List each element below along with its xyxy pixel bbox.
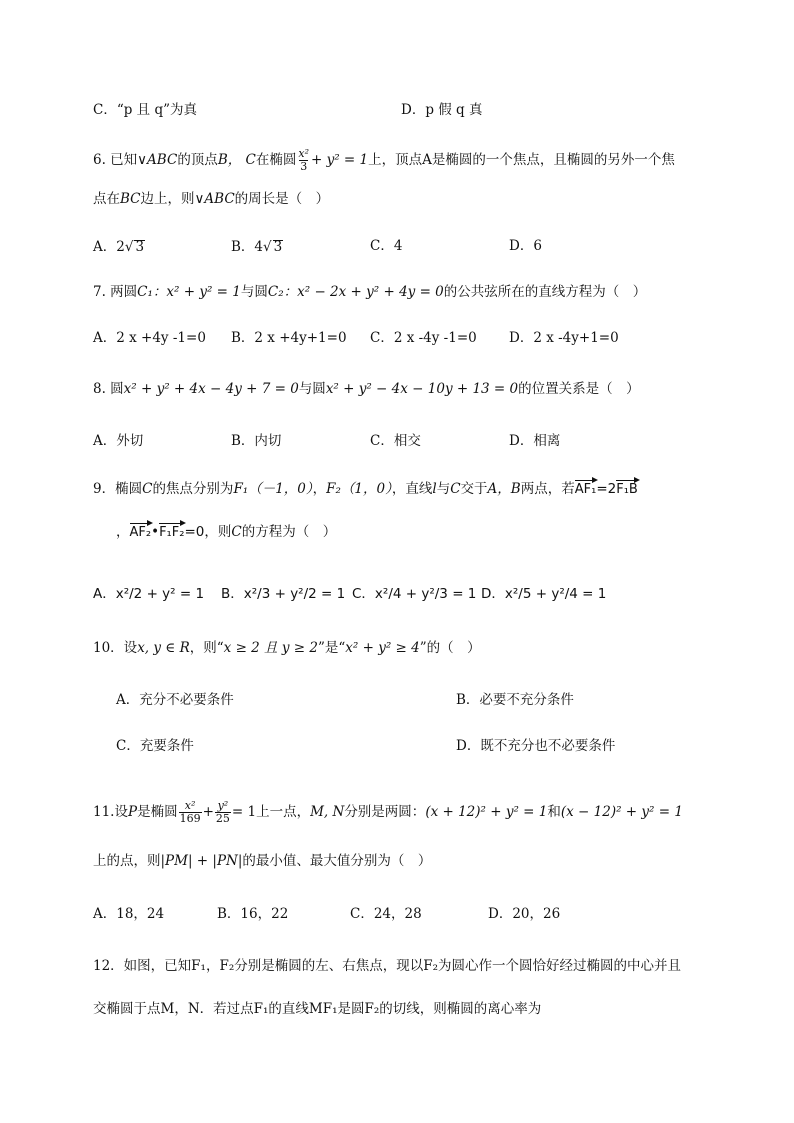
q9-stem-line2: ，AF₂•F₁F₂=0，则C的方程为（ ）	[116, 524, 337, 540]
q8-option-d: D．相离	[509, 433, 561, 449]
q11-option-d: D．20，26	[488, 906, 561, 922]
q11-option-a: A．18，24	[93, 906, 165, 922]
q10-option-c: C．充要条件	[116, 738, 194, 754]
q11-fraction-y: $\frac{\text{y²}}{25}$	[215, 799, 230, 826]
q11-option-c: C．24，28	[350, 906, 422, 922]
vector-f1f2: F₁F₂	[159, 525, 185, 540]
q11-option-b: B．16，22	[217, 906, 289, 922]
q10-option-d: D．既不充分也不必要条件	[456, 738, 616, 754]
q8-stem: 8. 圆x² + y² + 4x − 4y + 7 = 0与圆x² + y² − 4x − 10y + 13 = 0的位置关系是（ ）	[93, 381, 640, 397]
q9-option-b: B．x²/3 + y²/2 = 1	[221, 586, 346, 602]
q6-stem-line2: 点在BC边上，则∨ABC的周长是（ ）	[93, 191, 330, 207]
vector-f1b: F₁B	[616, 482, 638, 497]
q9-option-d: D．x²/5 + y²/4 = 1	[481, 586, 607, 602]
q6-option-b: B．4√ 3	[231, 239, 283, 255]
vector-af2: AF₂	[129, 525, 152, 540]
q8-option-c: C．相交	[370, 433, 421, 449]
q5-option-d: D．p 假 q 真	[401, 102, 483, 118]
q7-option-c: C．2 x -4y -1=0	[370, 330, 477, 346]
q8-option-a: A．外切	[93, 433, 144, 449]
q11-fraction-x: $\frac{\text{x²}}{169}$	[179, 799, 201, 826]
q10-option-a: A．充分不必要条件	[116, 692, 234, 708]
q5-option-c: C．“p 且 q”为真	[93, 102, 197, 118]
q11-stem-line1: 11.设P是椭圆 $\frac{\text{x²}}{169}$ + $\frac{\text{y²}}{25}$ = 1上一点，M, N分别是两圆：(x + 12)² + y² = 1和(x − 12)² + y² = 1	[93, 799, 683, 826]
q7-option-b: B．2 x +4y+1=0	[231, 330, 347, 346]
q7-stem: 7. 两圆C₁：x² + y² = 1与圆C₂：x² − 2x + y² + 4y = 0的公共弦所在的直线方程为（ ）	[93, 284, 647, 300]
q7-option-a: A．2 x +4y -1=0	[93, 330, 206, 346]
vector-af1: AF₁	[574, 482, 597, 497]
q6-option-c: C．4	[370, 238, 403, 254]
q9-stem-line1: 9．椭圆C的焦点分别为F₁（－1，0），F₂（1，0），直线l与C交于A，B两点，若AF₁=2F₁B	[93, 481, 638, 497]
q6-stem-line1: 6. 已知∨ABC的顶点B， C在椭圆 $\frac{\text{x²}}{3}$ + y² = 1上，顶点A是椭圆的一个焦点，且椭圆的另外一个焦	[93, 147, 675, 174]
q6-ellipse-fraction: $\frac{\text{x²}}{3}$	[298, 147, 309, 174]
q11-stem-line2: 上的点，则|PM| + |PN|的最小值、最大值分别为（ ）	[93, 853, 432, 869]
q12-stem-line1: 12．如图，已知F₁，F₂分别是椭圆的左、右焦点，现以F₂为圆心作一个圆恰好经过椭圆的中心并且	[93, 958, 682, 974]
q9-option-c: C．x²/4 + y²/3 = 1	[352, 586, 477, 602]
q12-stem-line2: 交椭圆于点M，N．若过点F₁的直线MF₁是圆F₂的切线，则椭圆的离心率为	[93, 1001, 542, 1017]
q8-option-b: B．内切	[231, 433, 282, 449]
q6-option-a: A．2√ 3	[93, 239, 145, 255]
q10-stem: 10．设x, y ∈ R，则“x ≥ 2 且 y ≥ 2”是“x² + y² ≥ 4”的（ ）	[93, 640, 481, 656]
q9-option-a: A．x²/2 + y² = 1	[93, 586, 205, 602]
q6-option-d: D．6	[509, 238, 542, 254]
q10-option-b: B．必要不充分条件	[456, 692, 574, 708]
q7-option-d: D．2 x -4y+1=0	[509, 330, 619, 346]
